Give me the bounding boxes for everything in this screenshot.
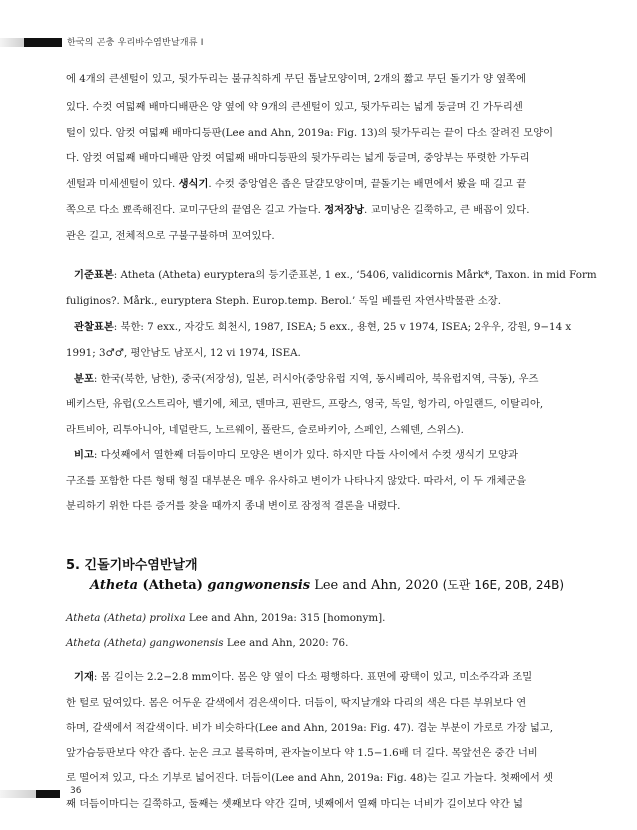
para1-line: 다. 암컷 여덟째 배마디배판 암컷 여덟째 배마디등판의 뒷가두리는 넓게 둥글며, 중앙부는 뚜렷한 가두리 [66, 152, 530, 164]
description-line: 앞가슴등판보다 약간 좁다. 눈은 크고 볼록하며, 관자놀이보다 약 1.5−1.6배 더 길다. 목앞선은 중간 너비 [66, 747, 538, 759]
description-line: 째 더듬이마디는 길쭉하고, 둘째는 셋째보다 약간 길며, 넷째에서 열째 마디는 너비가 길이보다 약간 넓 [66, 798, 523, 810]
examined-line: 관찰표본: 북한: 7 exx., 자강도 희천시, 1987, ISEA; 5 exx., 용현, 25 v 1974, ISEA; 2우우, 강원, 9−14 x [74, 321, 572, 333]
species-genus: Atheta [90, 578, 139, 593]
header-gradient-bar [0, 38, 24, 47]
species-subgenus: (Atheta) [142, 578, 203, 593]
distribution-line: 베키스탄, 유럽(오스트리아, 벨기에, 체코, 덴마크, 핀란드, 프랑스, 영국, 독일, 헝가리, 아일랜드, 이탈리아, [66, 398, 544, 410]
para1-line: 털이 있다. 암컷 여덟째 배마디등판(Lee and Ahn, 2019a: Fig. 13)의 뒷가두리는 끝이 다소 잘려진 모양이 [66, 127, 554, 139]
distribution-line: 분포: 한국(북한, 남한), 중국(저장성), 일본, 러시아(중앙유럽 지역, 동시베리아, 북유럽지역, 극동), 우즈 [74, 373, 539, 385]
header-black-bar [24, 38, 62, 47]
species-plates: (도판 16E, 20B, 24B) [442, 578, 565, 592]
page-number: 36 [70, 786, 82, 796]
species-epithet: gangwonensis [207, 578, 311, 593]
remarks-line: 비고: 다섯째에서 열한째 더듬이마디 모양은 변이가 있다. 하지만 다들 사이에서 수컷 생식기 모양과 [74, 449, 518, 461]
description-line: 로 떨어져 있고, 다소 기부로 넓어진다. 더듬이(Lee and Ahn, 2019a: Fig. 48)는 길고 가늘다. 첫째에서 셋 [66, 772, 553, 784]
examined-line: 1991; 3♂♂, 평안남도 남포시, 12 vi 1974, ISEA. [66, 347, 301, 359]
holotype-label: 기준표본 [74, 269, 114, 281]
remarks-label: 비고 [74, 449, 94, 461]
holotype-line: fuliginos?. Mårk., euryptera Steph. Europ.temp. Berol.’ 독일 베를린 자연사박물관 소장. [66, 295, 501, 307]
synonym-entry: Atheta (Atheta) gangwonensis Lee and Ahn, 2020: 76. [66, 637, 349, 649]
footer-black-bar [36, 790, 60, 798]
para1-line: 관은 길고, 전체적으로 구불구불하며 꼬여있다. [66, 230, 275, 242]
description-line: 하며, 갈색에서 적갈색이다. 비가 비슷하다(Lee and Ahn, 2019a: Fig. 47). 겹눈 부분이 가로로 가장 넓고, [66, 722, 553, 734]
species-title [90, 576, 564, 593]
para1-line: 센털과 미세센털이 있다. 생식기. 수컷 중앙엽은 좁은 달걀모양이며, 끝돌기는 배면에서 봤을 때 길고 끝 [66, 178, 527, 190]
remarks-line: 분리하기 위한 다른 증거를 찾을 때까지 종내 변이로 잠정적 결론을 내렸다. [66, 500, 401, 512]
holotype-line: 기준표본: Atheta (Atheta) euryptera의 등기준표본, 1 ex., ‘5406, validicornis Mårk*, Taxon. in mid Form [74, 269, 597, 281]
running-header: 한국의 곤충 우리바수염반날개류 I [67, 38, 204, 48]
genitalia-heading: 생식기 [178, 178, 209, 190]
description-label: 기재 [74, 671, 94, 683]
description-line: 기재: 몸 길이는 2.2−2.8 mm이다. 몸은 양 옆이 다소 평행하다. 표면에 광택이 있고, 미소주각과 조밀 [74, 671, 533, 683]
para1-line: 있다. 수컷 여덟째 배마디배판은 양 옆에 약 9개의 큰센털이 있고, 뒷가두리는 넓게 둥글며 긴 가두리센 [66, 101, 523, 113]
footer-gradient-bar [0, 790, 36, 798]
synonym-entry: Atheta (Atheta) prolixa Lee and Ahn, 2019a: 315 [homonym]. [66, 612, 386, 624]
species-author: Lee and Ahn, 2020 [310, 578, 443, 593]
para1-line: 쪽으로 다소 뾰족해진다. 교미구단의 끝엽은 길고 가늘다. 정저장낭. 교미낭은 길쭉하고, 큰 배꼽이 있다. [66, 204, 530, 216]
remarks-line: 구조를 포함한 다른 형태 형질 대부분은 매우 유사하고 변이가 나타나지 않았다. 따라서, 이 두 개체군을 [66, 475, 527, 487]
spermatheca-heading: 정저장낭 [324, 204, 365, 216]
section-heading: 5. 긴돌기바수염반날개 [66, 558, 198, 573]
description-line: 한 털로 덮여있다. 몸은 어두운 갈색에서 검은색이다. 더듬이, 딱지날개와 다리의 색은 다른 부위보다 연 [66, 697, 527, 709]
examined-label: 관찰표본 [74, 321, 114, 333]
distribution-label: 분포 [74, 373, 94, 385]
distribution-line: 라트비아, 리투아니아, 네덜란드, 노르웨이, 폴란드, 슬로바키아, 스페인, 스웨덴, 스위스). [66, 424, 464, 436]
para1-line: 에 4개의 큰센털이 있고, 뒷가두리는 불규칙하게 무딘 톱날모양이며, 2개의 짧고 무딘 돌기가 양 옆쪽에 [66, 73, 527, 85]
